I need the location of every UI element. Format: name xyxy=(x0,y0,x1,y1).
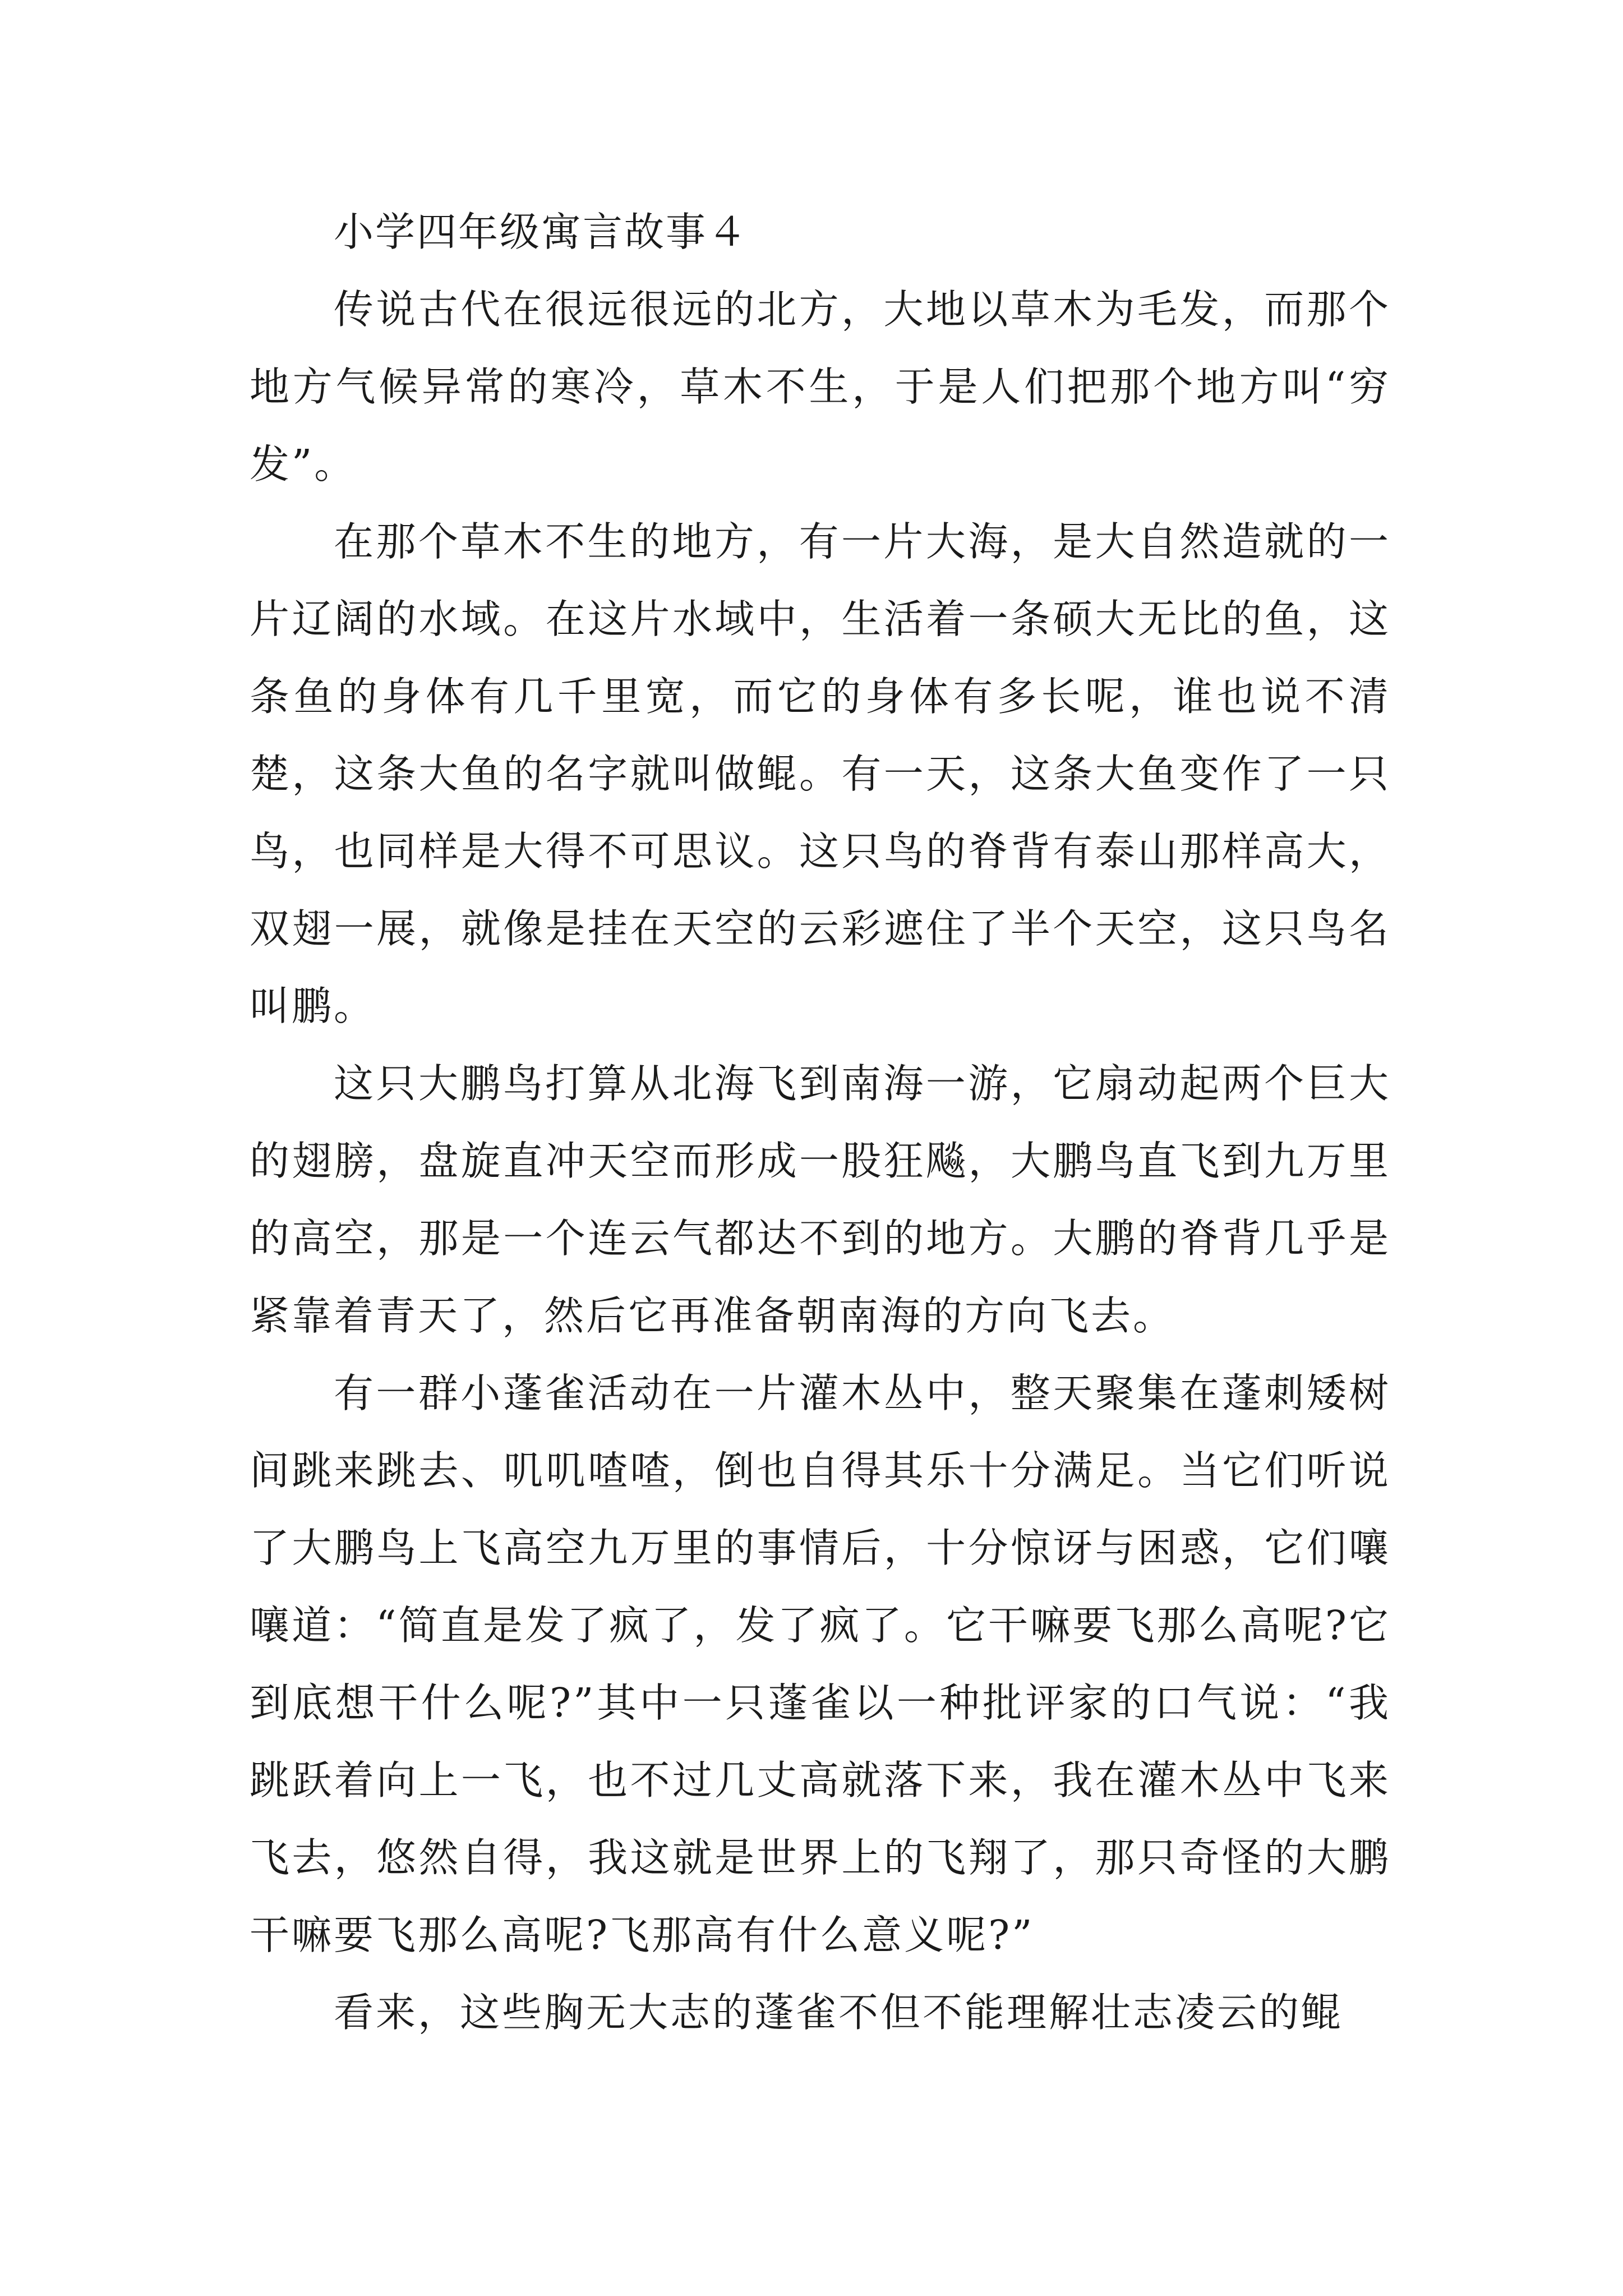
document-body xyxy=(250,194,1391,2051)
paragraph-3: 这只大鹏鸟打算从北海飞到南海一游，它扇动起两个巨大的翅膀，盘旋直冲天空而形成一股狂飚，大鹏鸟直飞到九万里的高空，那是一个连云气都达不到的地方。大鹏的脊背几乎是紧靠着青天了，然后它再准备朝南海的方向飞去。 xyxy=(250,1060,1391,1339)
paragraph-1: 传说古代在很远很远的北方，大地以草木为毛发，而那个地方气候异常的寒冷，草木不生，于是人们把那个地方叫“穷发”。 xyxy=(250,286,1391,487)
paragraph-4: 有一群小蓬雀活动在一片灌木丛中，整天聚集在蓬刺矮树间跳来跳去、叽叽喳喳，倒也自得其乐十分满足。当它们听说了大鹏鸟上飞高空九万里的事情后，十分惊讶与困惑，它们嚷嚷道：“简直是发了疯了，发了疯了。它干嘛要飞那么高呢?它到底想干什么呢?”其中一只蓬雀以一种批评家的口气说：“我跳跃着向上一飞，也不过几丈高就落下来，我在灌木丛中飞来飞去，悠然自得，我这就是世界上的飞翔了，那只奇怪的大鹏干嘛要飞那么高呢?飞那高有什么意义呢?” xyxy=(250,1370,1391,1958)
paragraph-5: 看来，这些胸无大志的蓬雀不但不能理解壮志凌云的鲲 xyxy=(334,1989,1344,2036)
document-title: 小学四年级寓言故事４ xyxy=(334,209,749,255)
paragraph-2: 在那个草木不生的地方，有一片大海，是大自然造就的一片辽阔的水域。在这片水域中，生活着一条硕大无比的鱼，这条鱼的身体有几千里宽，而它的身体有多长呢，谁也说不清楚，这条大鱼的名字就叫做鲲。有一天，这条大鱼变作了一只鸟，也同样是大得不可思议。这只鸟的脊背有泰山那样高大，双翅一展，就像是挂在天空的云彩遮住了半个天空，这只鸟名叫鹏。 xyxy=(250,518,1391,1029)
